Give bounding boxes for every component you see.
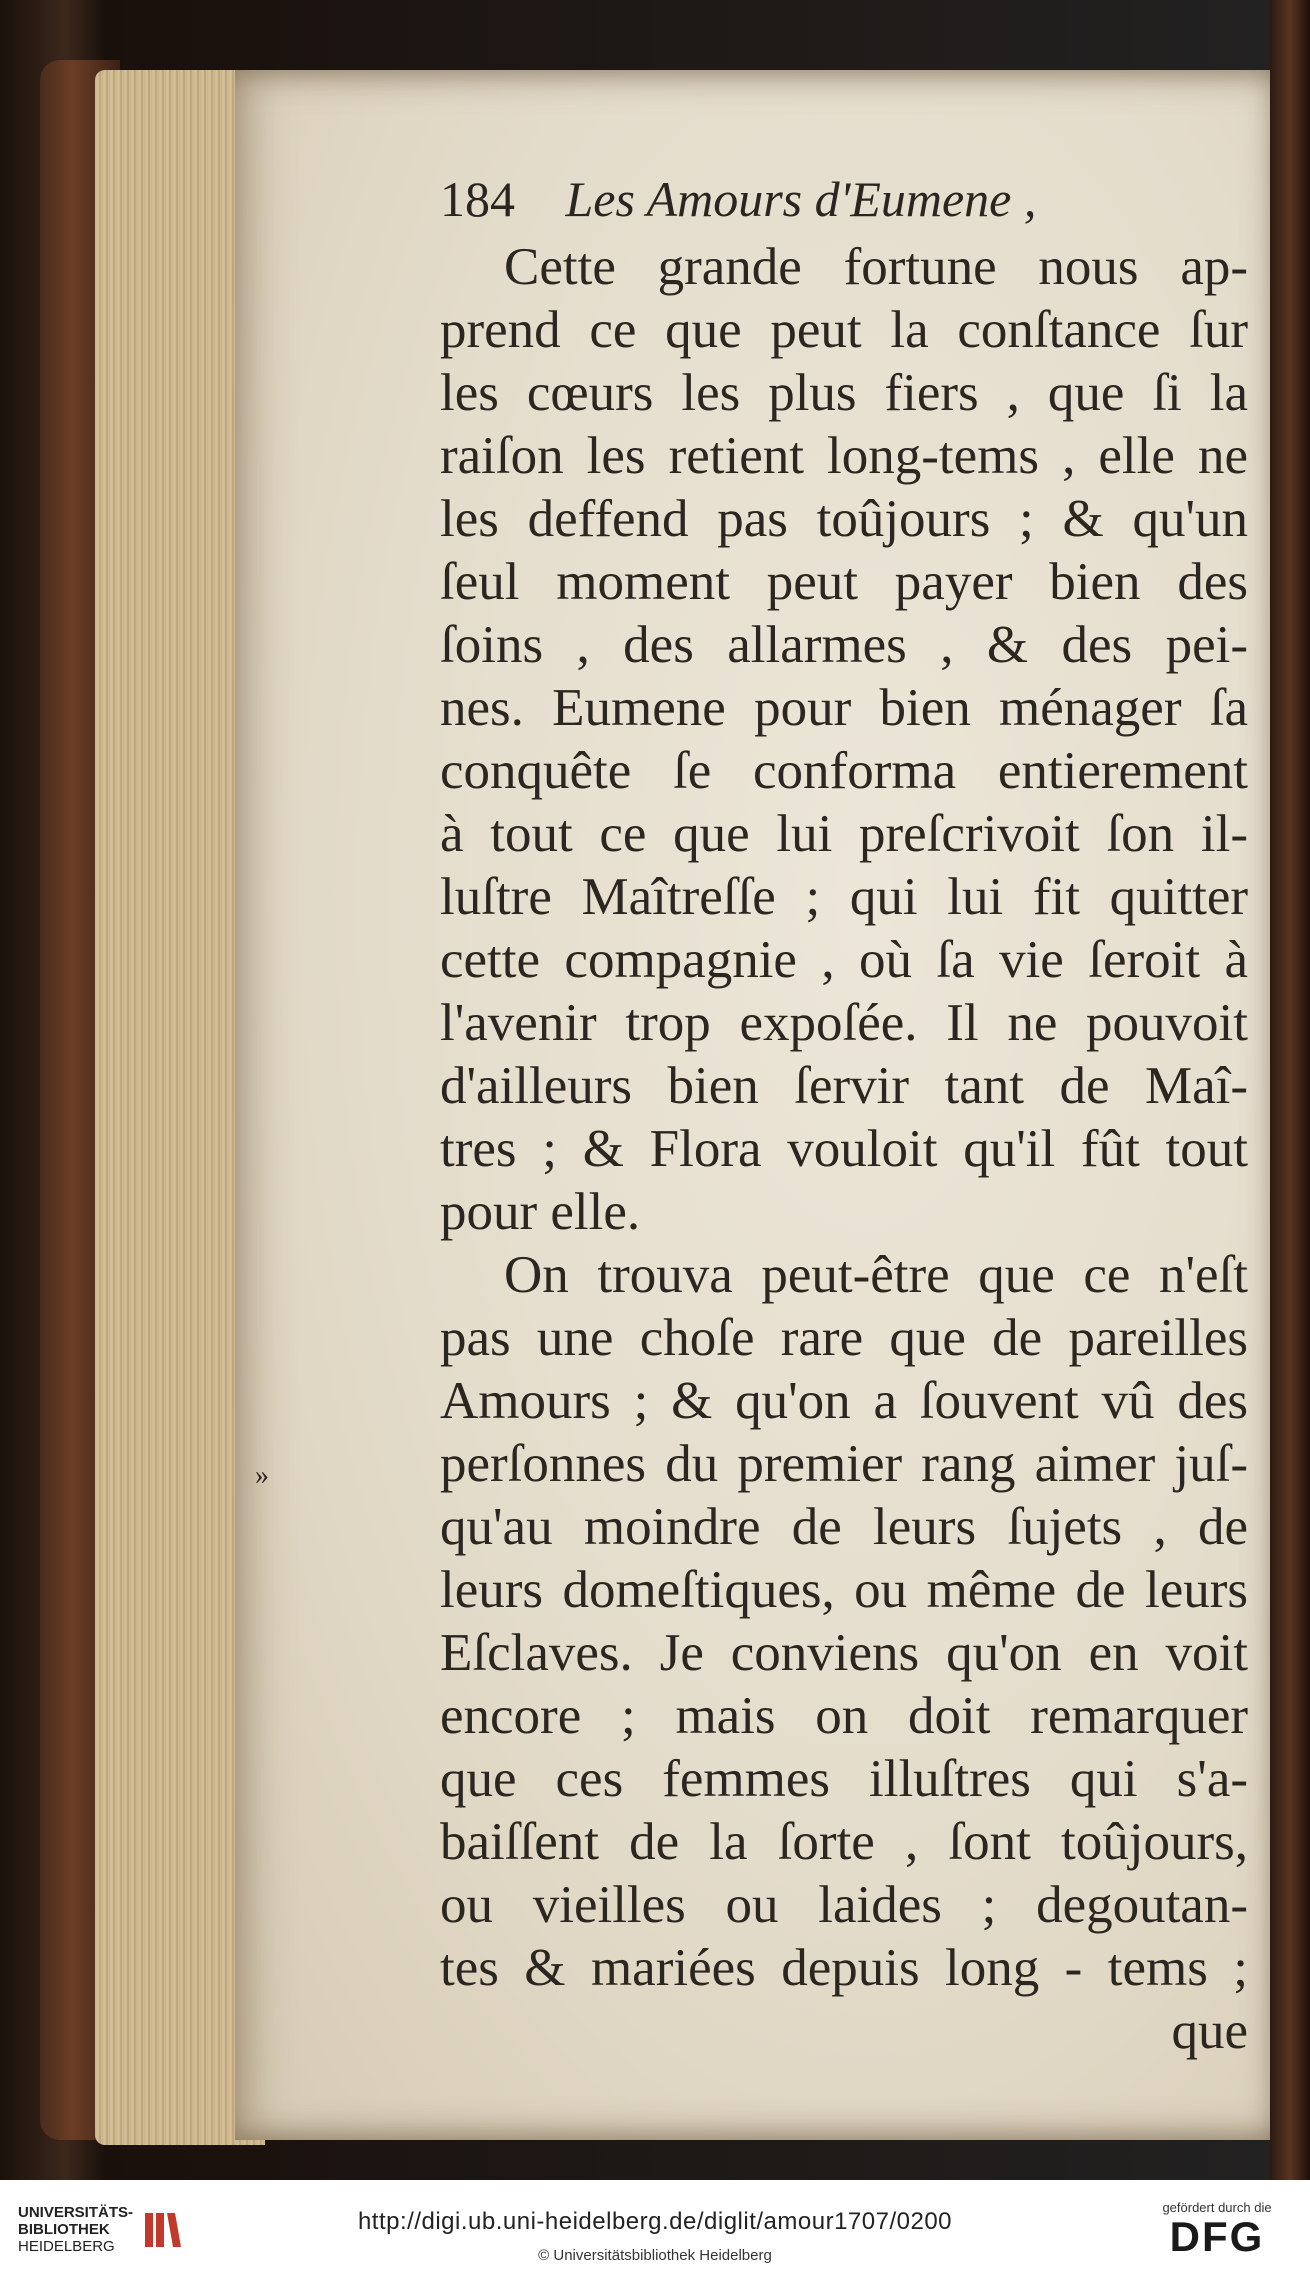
text-line: conquête ſe conforma entierement	[440, 742, 1248, 800]
body-text	[440, 236, 1248, 2063]
text-line: baiſſent de la ſorte , ſont toûjours,	[440, 1813, 1248, 1871]
text-line: tres ; & Flora vouloit qu'il fût tout	[440, 1120, 1248, 1178]
library-name-line: BIBLIOTHEK	[18, 2221, 110, 2238]
text-line: prend ce que peut la conſtance ſur	[440, 301, 1248, 359]
viewer-footer	[0, 2180, 1310, 2280]
library-name-line: HEIDELBERG	[18, 2238, 115, 2255]
library-name-line: UNIVERSITÄTS-	[18, 2204, 134, 2221]
page-header	[440, 170, 1036, 228]
page-url-link[interactable]: http://digi.ub.uni-heidelberg.de/diglit/amour1707/0200	[357, 2208, 953, 2235]
text-line: cette compagnie , où ſa vie ſeroit à	[440, 931, 1248, 989]
funded-by-label: gefördert durch die	[1162, 2200, 1272, 2215]
margin-mark: »	[255, 1460, 269, 1491]
book-cover-edge	[1270, 0, 1310, 2180]
text-line: nes. Eumene pour bien ménager ſa	[440, 679, 1248, 737]
text-line: Amours ; & qu'on a ſouvent vû des	[440, 1372, 1248, 1430]
page-number: 184	[440, 171, 515, 227]
text-line: luſtre Maîtreſſe ; qui lui fit quitter	[440, 868, 1248, 926]
text-line: perſonnes du premier rang aimer juſ-	[440, 1435, 1248, 1493]
funder-name: DFG	[1169, 2213, 1265, 2260]
text-line: Cette grande fortune nous ap-	[504, 238, 1248, 296]
text-line: raiſon les retient long-tems , elle ne	[440, 427, 1248, 485]
text-line: ou vieilles ou laides ; degoutan-	[440, 1876, 1248, 1934]
text-line: les cœurs les plus fiers , que ſi la	[440, 364, 1248, 422]
text-line: On trouva peut-être que ce n'eſt	[504, 1246, 1248, 1304]
text-line: encore ; mais on doit remarquer	[440, 1687, 1248, 1745]
running-title: Les Amours d'Eumene ,	[565, 171, 1037, 227]
text-line: d'ailleurs bien ſervir tant de Maî-	[440, 1057, 1248, 1115]
text-line: leurs domeſtiques, ou même de leurs	[440, 1561, 1248, 1619]
text-line: pas une choſe rare que de pareilles	[440, 1309, 1248, 1367]
funding-logo[interactable]	[1152, 2200, 1282, 2259]
catchword: que	[1171, 2002, 1248, 2060]
text-line: à tout ce que lui preſcrivoit ſon il-	[440, 805, 1248, 863]
text-line: l'avenir trop expoſée. Il ne pouvoit	[440, 994, 1248, 1052]
text-line: ſoins , des allarmes , & des pei-	[440, 616, 1248, 674]
text-line: pour elle.	[440, 1183, 641, 1241]
text-line: qu'au moindre de leurs ſujets , de	[440, 1498, 1248, 1556]
text-line: que ces femmes illuſtres qui s'a-	[440, 1750, 1248, 1808]
text-line: tes & mariées depuis long - tems ;	[440, 1939, 1248, 1997]
text-line: Eſclaves. Je conviens qu'on en voit	[440, 1624, 1248, 1682]
text-line: les deffend pas toûjours ; & qu'un	[440, 490, 1248, 548]
copyright-notice: © Universitätsbibliothek Heidelberg	[538, 2247, 772, 2264]
text-line: ſeul moment peut payer bien des	[440, 553, 1248, 611]
